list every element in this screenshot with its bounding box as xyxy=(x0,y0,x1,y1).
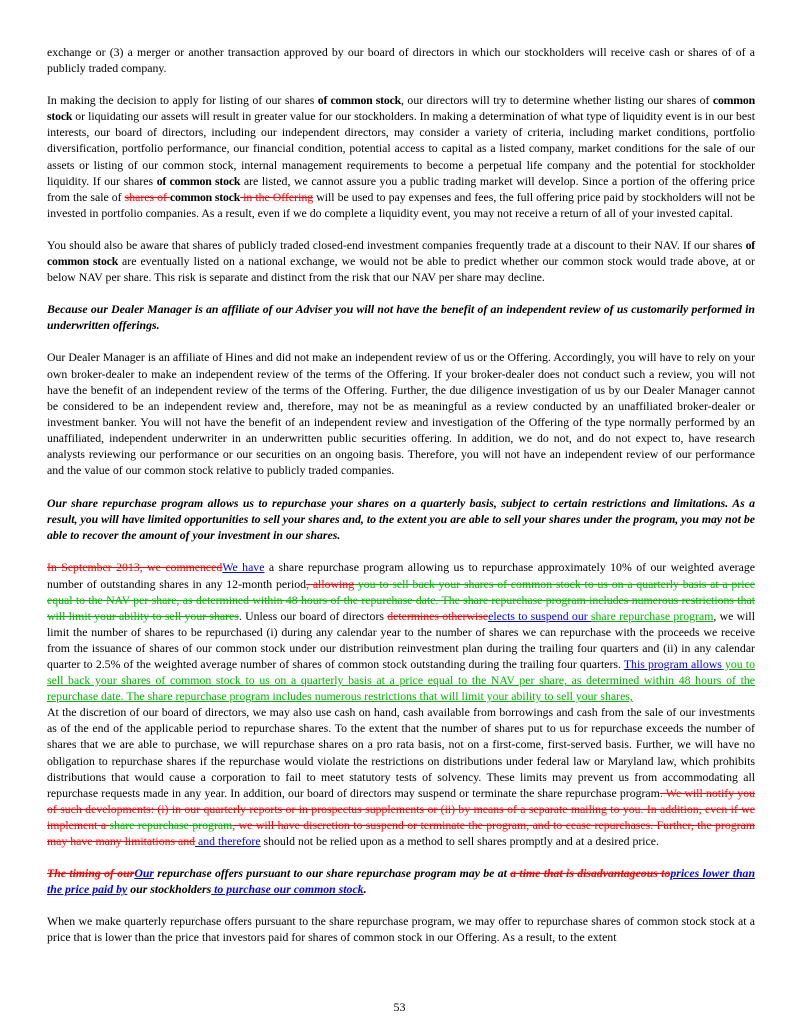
deleted-text-run: . We will notify you of such developments: (i) in our quarterly reports or in prospectus supplements or (ii) by means of a separate mailing to you. In addition, even if we implement a xyxy=(47,785,755,832)
document-body xyxy=(47,44,755,962)
deleted-text-run: , we will have discretion to suspend or terminate the program, and to cease repurchases. Further, the program may have many limitations and xyxy=(47,817,755,849)
moved-deleted-text-run: share repurchase program xyxy=(109,817,233,832)
inserted-text-run: prices lower than the price paid by xyxy=(47,866,755,897)
inserted-text-run: to purchase our common stock xyxy=(211,882,364,897)
text-run: At the discretion of our board of directors, we may also use cash on hand, cash available from borrowings and cash from the sale of our investments as of the end of the applicable period to repurchase shares. To the extent that the number of shares put to us for repurchase exceeds the number of shares that we are able to purchase, we will repurchase shares on a pro rata basis, not on a first-come, first-served basis. Further, we will have no obligation to repurchase shares if the repurchase would violate the restrictions on distributions under federal law or Maryland law, which prohibits distributions that would cause a corporation to fail to meet statutory tests of solvency. These limits may prevent us from accommodating all repurchase requests made in any year. In addition, our board of directors may suspend or terminate the share repurchase program xyxy=(47,705,755,800)
inserted-text-run: We have xyxy=(222,560,265,575)
deleted-text-run: a time that is disadvantageous to xyxy=(510,866,671,881)
paragraph xyxy=(47,704,755,849)
emphasized-text-run: common stock xyxy=(170,189,241,204)
moved-inserted-text-run: you to sell back your shares of common stock to us on a quarterly basis at a price equal to the NAV per share, as determined within 48 hours of the repurchase date. The share repurchase program includes numerous restrictions that will limit your ability to sell your shares, xyxy=(47,657,755,704)
text-run: Because our Dealer Manager is an affiliate of our Adviser you will not have the benefit of an independent review of us customarily performed in underwritten offerings. xyxy=(47,302,755,333)
deleted-text-run: determines otherwise xyxy=(387,608,489,623)
inserted-text-run: elects to suspend our xyxy=(488,608,591,623)
deleted-text-run: in the Offering xyxy=(240,189,314,204)
text-run: a share repurchase program allowing us to repurchase approximately 10% of our weighted average number of outstanding shares in any 12-month period xyxy=(47,560,755,591)
inserted-text-run: Our xyxy=(134,866,154,881)
page-footer xyxy=(0,1000,799,1015)
text-run: Our Dealer Manager is an affiliate of Hines and did not make an independent review of us or the Offering. Accordingly, you will have to rely on your own broker-dealer to make an independent review of the terms of the Offering. If your broker-dealer does not conduct such a review, you will not have the benefit of an independent review of the terms of the Offering. Further, the due diligence investigation of us by our Dealer Manager cannot be considered to be an independent review and, therefore, may not be as meaningful as a review conducted by an unaffiliated broker-dealer or investment banker. You will not have the benefit of an independent review and investigation of the Offering of the type normally performed by an unaffiliated, independent underwriter in an underwritten public securities offering. In addition, we do not, and do not expect to, have research analysts reviewing our performance or our securities on an ongoing basis. Therefore, you will not have an independent review of our performance and the value of our common stock relative to publicly traded companies. xyxy=(47,350,755,478)
moved-inserted-text-run: share repurchase program xyxy=(590,608,714,623)
heading xyxy=(47,301,755,333)
text-run: . xyxy=(363,882,367,897)
emphasized-text-run: of common stock xyxy=(156,173,241,188)
emphasized-text-run: of common stock xyxy=(317,93,402,108)
text-run: should not be relied upon as a method to sell shares promptly and at a desired price. xyxy=(260,834,659,849)
text-run: or liquidating our assets will result in greater value for our stockholders. In making a determination of what type of liquidity event is in our best interests, our board of directors, including our independent directors, may consider a variety of criteria, including market conditions, portfolio diversification, portfolio performance, our financial condition, potential access to capital as a listed company, market conditions for the sale of our assets or listing of our common stock, internal management requirements to become a perpetual life company and the potential for stockholder liquidity. If our shares xyxy=(47,109,755,188)
text-run: You should also be aware that shares of publicly traded closed-end investment companies frequently trade at a discount to their NAV. If our shares xyxy=(47,237,746,252)
text-run: our stockholders xyxy=(127,882,212,897)
paragraph xyxy=(47,349,755,478)
paragraph xyxy=(47,913,755,945)
text-run: are listed, we cannot assure you a public trading market will develop. Since a portion of the offering price from the sale of xyxy=(47,173,755,204)
deleted-text-run: The timing of our xyxy=(47,866,135,881)
text-run: repurchase offers pursuant to our share repurchase program may be at xyxy=(153,866,511,881)
text-run: In making the decision to apply for listing of our shares xyxy=(47,93,318,108)
heading xyxy=(47,495,755,543)
text-run: exchange or (3) a merger or another transaction approved by our board of directors in which our stockholders will receive cash or shares of of a publicly traded company. xyxy=(47,45,755,76)
emphasized-text-run: of common stock xyxy=(47,237,755,269)
text-run: will be used to pay expenses and fees, the full offering price paid by stockholders will not be invested in portfolio companies. As a result, even if we do complete a liquidity event, you may not receive a return of all of your invested capital. xyxy=(47,189,755,220)
deleted-text-run: In September 2013, we commenced xyxy=(47,560,223,575)
text-run: Our share repurchase program allows us to repurchase your shares on a quarterly basis, subject to certain restrictions and limitations. As a result, you will have limited opportunities to sell your shares and, to the extent you are able to sell your shares under the program, you may not be able to recover the amount of your investment in our shares. xyxy=(47,496,755,543)
text-run: . Unless our board of directors xyxy=(238,608,388,623)
inserted-text-run: This program allows xyxy=(623,657,722,671)
deleted-text-run: shares of xyxy=(124,189,170,204)
paragraph xyxy=(47,44,755,76)
paragraph xyxy=(47,237,755,285)
heading xyxy=(47,865,755,897)
emphasized-text-run: common stock xyxy=(47,93,755,124)
deleted-text-run: , allowing xyxy=(306,576,355,591)
moved-deleted-text-run: you to sell back your shares of common stock to us on a quarterly basis at a price equal to the NAV per share, as determined within 48 hours of the repurchase date. The share repurchase program includes numerous restrictions that will limit your ability to sell your shares xyxy=(47,576,756,623)
text-run: , our directors will try to determine whether listing our shares of xyxy=(401,93,713,108)
text-run: , we will limit the number of shares to be repurchased (i) during any calendar year to the number of shares we can repurchase with the proceeds we receive from the issuance of shares of our common stock under our distribution reinvestment plan during the trailing four quarters and (ii) in any calendar quarter to 2.5% of the weighted average number of shares of common stock outstanding during the trailing four quarters. xyxy=(47,608,755,671)
inserted-text-run: and therefore xyxy=(195,834,261,849)
paragraph xyxy=(47,92,755,221)
text-run: are eventually listed on a national exchange, we would not be able to predict whether our common stock would trade above, at or below NAV per share. This risk is separate and distinct from the risk that our NAV per share may decline. xyxy=(47,254,755,285)
paragraph xyxy=(47,559,755,704)
page-number: 53 xyxy=(393,1000,406,1014)
text-run: When we make quarterly repurchase offers pursuant to the share repurchase program, we may offer to repurchase shares of common stock stock at a price that is lower than the price that investors paid for shares of common stock in our Offering. As a result, to the extent xyxy=(47,914,755,945)
